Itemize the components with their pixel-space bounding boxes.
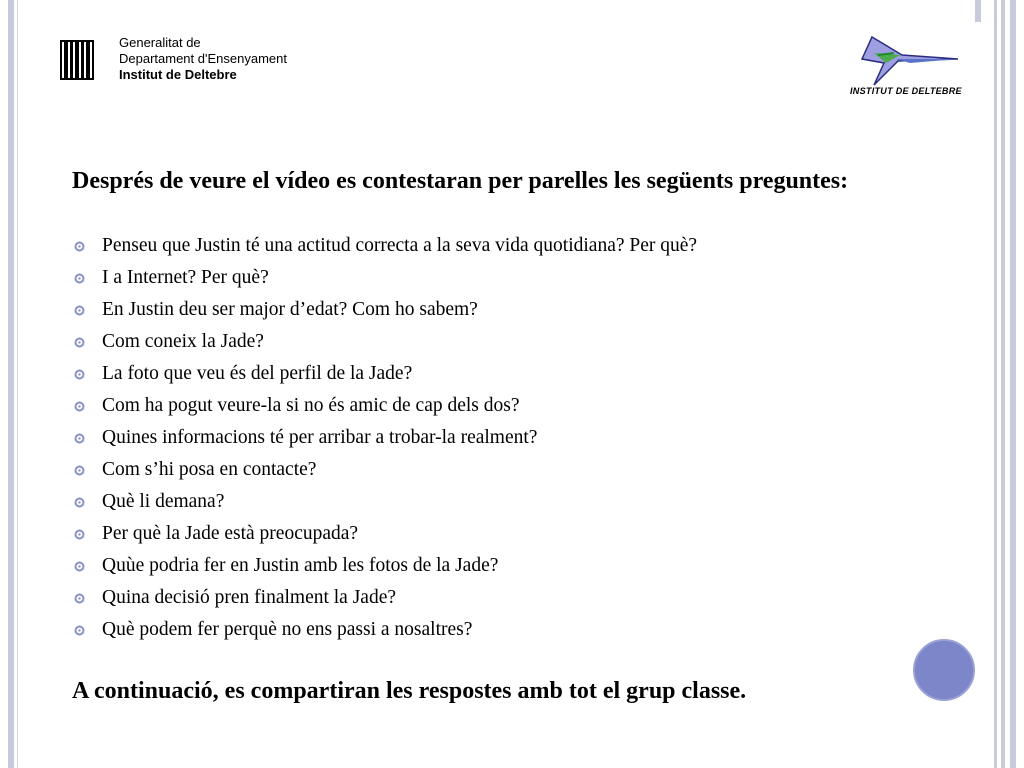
question-text: Com s’hi posa en contacte? bbox=[102, 459, 317, 480]
question-text: Què podem fer perquè no ens passi a nosaltres? bbox=[102, 619, 473, 640]
question-item bbox=[72, 553, 697, 585]
question-item bbox=[72, 457, 697, 489]
circle-bullet-icon bbox=[74, 305, 85, 316]
generalitat-crest-icon bbox=[60, 40, 94, 80]
header-line-generalitat: Generalitat de bbox=[119, 35, 201, 50]
circle-bullet-icon bbox=[74, 593, 85, 604]
question-item bbox=[72, 297, 697, 329]
frame-left-border bbox=[8, 0, 14, 768]
instructions-heading: Després de veure el vídeo es contestaran per parelles les següents preguntes: bbox=[72, 168, 849, 194]
closing-statement: A continuació, es compartiran les respostes amb tot el grup classe. bbox=[72, 678, 747, 704]
question-item bbox=[72, 425, 697, 457]
question-item bbox=[72, 361, 697, 393]
circle-bullet-icon bbox=[74, 529, 85, 540]
question-text: I a Internet? Per què? bbox=[102, 267, 269, 288]
question-text: Quines informacions té per arribar a trobar-la realment? bbox=[102, 427, 538, 448]
institution-header bbox=[119, 35, 287, 83]
question-item bbox=[72, 233, 697, 265]
question-item bbox=[72, 585, 697, 617]
circle-bullet-icon bbox=[74, 625, 85, 636]
question-text: La foto que veu és del perfil de la Jade? bbox=[102, 363, 413, 384]
question-item bbox=[72, 489, 697, 521]
circle-bullet-icon bbox=[74, 273, 85, 284]
circle-bullet-icon bbox=[74, 433, 85, 444]
decorative-circle bbox=[913, 639, 975, 701]
circle-bullet-icon bbox=[74, 497, 85, 508]
frame-right-border bbox=[994, 0, 997, 768]
circle-bullet-icon bbox=[74, 561, 85, 572]
circle-bullet-icon bbox=[74, 465, 85, 476]
question-text: Quùe podria fer en Justin amb les fotos de la Jade? bbox=[102, 555, 499, 576]
header-line-institut: Institut de Deltebre bbox=[119, 67, 237, 82]
header-line-departament: Departament d'Ensenyament bbox=[119, 51, 287, 66]
question-item bbox=[72, 521, 697, 553]
question-item bbox=[72, 617, 697, 649]
question-text: Què li demana? bbox=[102, 491, 225, 512]
question-item bbox=[72, 265, 697, 297]
circle-bullet-icon bbox=[74, 241, 85, 252]
question-text: Com ha pogut veure-la si no és amic de cap dels dos? bbox=[102, 395, 520, 416]
question-text: En Justin deu ser major d’edat? Com ho sabem? bbox=[102, 299, 478, 320]
logo-caption: INSTITUT DE DELTEBRE bbox=[850, 86, 962, 96]
question-text: Per què la Jade està preocupada? bbox=[102, 523, 359, 544]
circle-bullet-icon bbox=[74, 401, 85, 412]
frame-right-border-3 bbox=[1010, 0, 1016, 768]
question-text: Penseu que Justin té una actitud correcta a la seva vida quotidiana? Per què? bbox=[102, 235, 698, 256]
frame-right-border-2 bbox=[1001, 0, 1005, 768]
circle-bullet-icon bbox=[74, 337, 85, 348]
questions-list bbox=[72, 233, 697, 649]
question-text: Quina decisió pren finalment la Jade? bbox=[102, 587, 397, 608]
circle-bullet-icon bbox=[74, 369, 85, 380]
frame-left-inner-line bbox=[17, 0, 18, 768]
frame-right-top-border bbox=[975, 0, 981, 22]
question-item bbox=[72, 393, 697, 425]
question-text: Com coneix la Jade? bbox=[102, 331, 264, 352]
question-item bbox=[72, 329, 697, 361]
